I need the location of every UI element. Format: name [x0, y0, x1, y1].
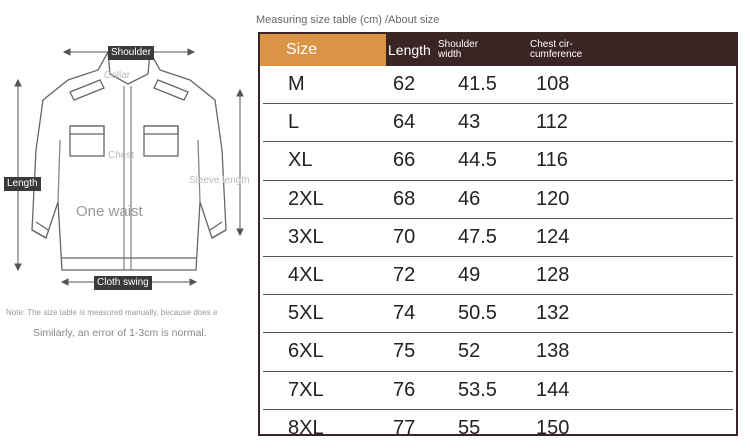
- caption: Measuring size table (cm) /About size: [256, 14, 440, 26]
- cell-shoulder-width: 49: [458, 264, 481, 287]
- table-row: [263, 219, 733, 257]
- table-row: [263, 372, 733, 410]
- cell-size: 8XL: [288, 417, 324, 440]
- cell-shoulder-width: 47.5: [458, 225, 497, 248]
- cell-length: 62: [393, 73, 416, 96]
- cell-shoulder-width: 55: [458, 417, 481, 440]
- cell-size: 4XL: [288, 264, 324, 287]
- cell-length: 74: [393, 302, 416, 325]
- cloth-swing-label: Cloth swing: [94, 276, 152, 290]
- cell-length: 68: [393, 187, 416, 210]
- cell-shoulder-width: 50.5: [458, 302, 497, 325]
- table-row: [263, 295, 733, 333]
- table-row: [263, 66, 733, 104]
- cell-size: 2XL: [288, 187, 324, 210]
- note-line-1: Note: The size table is measured manually, because does e: [6, 308, 218, 317]
- sleeve-length-label: Sleeve length: [189, 175, 250, 186]
- cell-size: XL: [288, 149, 313, 172]
- cell-shoulder-width: 52: [458, 340, 481, 363]
- chest-label: Chest: [108, 150, 135, 161]
- cell-chest-circumference: 108: [536, 73, 570, 96]
- length-label: Length: [4, 177, 41, 191]
- cell-chest-circumference: 116: [536, 149, 568, 172]
- table-row: [263, 410, 733, 448]
- cell-size: 6XL: [288, 340, 324, 363]
- header-chest-circumference: Chest cir- cumference: [530, 39, 583, 60]
- table-row: [263, 257, 733, 295]
- cell-chest-circumference: 128: [536, 264, 570, 287]
- table-row: [263, 181, 733, 219]
- cell-chest-circumference: 112: [536, 111, 568, 134]
- cell-shoulder-width: 53.5: [458, 378, 497, 401]
- cell-size: 3XL: [288, 225, 324, 248]
- cell-chest-circumference: 132: [536, 302, 570, 325]
- note-line-2: Similarly, an error of 1-3cm is normal.: [33, 327, 207, 339]
- size-table: [258, 32, 738, 440]
- cell-shoulder-width: 43: [458, 111, 481, 134]
- cell-length: 70: [393, 225, 416, 248]
- cell-size: L: [288, 111, 300, 134]
- table-row: [263, 142, 733, 180]
- cell-length: 76: [393, 378, 416, 401]
- cell-chest-circumference: 124: [536, 225, 570, 248]
- table-row: [263, 333, 733, 371]
- cell-size: M: [288, 73, 305, 96]
- shoulder-label: Shoulder: [108, 46, 154, 60]
- header-size: Size: [260, 34, 386, 66]
- header-shoulder-width: Shoulder width: [438, 39, 479, 60]
- cell-length: 75: [393, 340, 416, 363]
- cell-length: 66: [393, 149, 416, 172]
- header-length: Length: [388, 42, 431, 58]
- waist-label: One waist: [76, 203, 143, 220]
- cell-chest-circumference: 138: [536, 340, 570, 363]
- cell-shoulder-width: 41.5: [458, 73, 497, 96]
- cell-shoulder-width: 46: [458, 187, 481, 210]
- collar-label: Collar: [104, 70, 131, 81]
- table-body: [260, 66, 736, 448]
- cell-chest-circumference: 120: [536, 187, 570, 210]
- cell-chest-circumference: 150: [536, 417, 570, 440]
- table-row: [263, 104, 733, 142]
- cell-shoulder-width: 44.5: [458, 149, 497, 172]
- cell-length: 64: [393, 111, 416, 134]
- cell-size: 7XL: [288, 378, 324, 401]
- cell-length: 72: [393, 264, 416, 287]
- table-header: [260, 34, 736, 66]
- cell-size: 5XL: [288, 302, 324, 325]
- jacket-illustration: [0, 30, 258, 300]
- cell-length: 77: [393, 417, 416, 440]
- cell-chest-circumference: 144: [536, 378, 570, 401]
